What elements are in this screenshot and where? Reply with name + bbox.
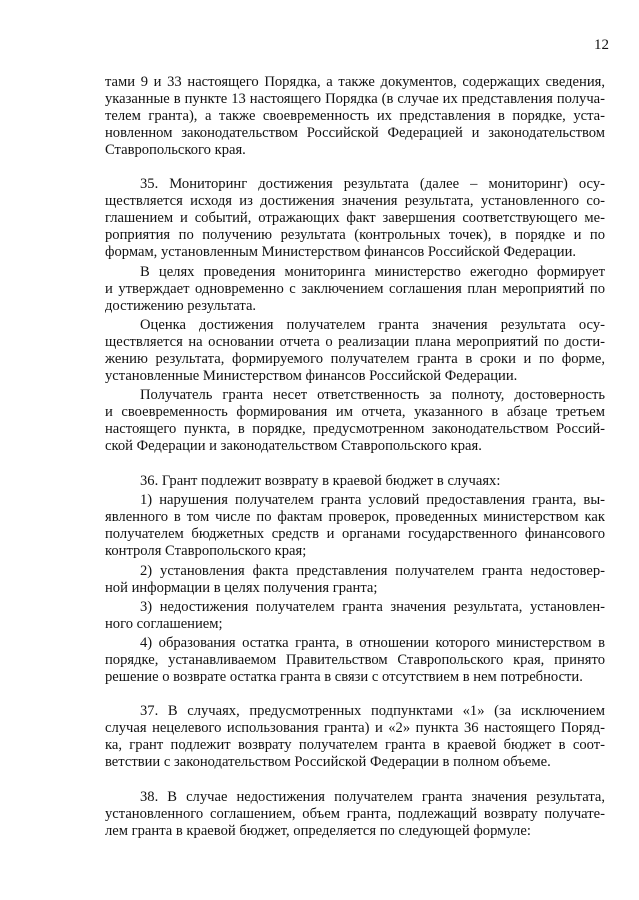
text-line: формам, установленным Министерством финансов Российской Федерации. (105, 244, 577, 260)
text-line: 2) установления факта представления получателем гранта недостовер- (140, 563, 605, 579)
text-line: ного соглашением; (105, 616, 223, 632)
text-line: 37. В случаях, предусмотренных подпунктами «1» (за исключением (140, 703, 605, 719)
text-line: ка, грант подлежит возврату получателем гранта в краевой бюджет в соот- (105, 737, 605, 753)
text-line: ветствии с законодательством Российской Федерации в полном объеме. (105, 754, 551, 770)
text-line: 38. В случае недостижения получателем гранта значения результата, (140, 789, 605, 805)
text-line: ской Федерации и законодательством Ставропольского края. (105, 438, 482, 454)
text-line: Получатель гранта несет ответственность за полноту, достоверность (140, 387, 605, 403)
text-line: установленного соглашением, объем гранта, подлежащий возврату получате- (105, 806, 605, 822)
text-line: установленные Министерством финансов Российской Федерации. (105, 368, 518, 384)
text-line: телем гранта), а также своевременность их представления в порядке, уста- (105, 108, 605, 124)
text-line: В целях проведения мониторинга министерство ежегодно формирует (140, 264, 605, 280)
text-line: глашением и событий, отражающих факт завершения соответствующего ме- (105, 210, 605, 226)
text-line: случая нецелевого использования гранта) и «2» пункта 36 настоящего Поряд- (105, 720, 605, 736)
text-line: 4) образования остатка гранта, в отношении которого министерством в (140, 635, 605, 651)
text-line: порядке, устанавливаемом Правительством Ставропольского края, принято (105, 652, 605, 668)
text-line: новленном законодательством Российской Федерацией и законодательством (105, 125, 605, 141)
text-line: достижению результата. (105, 298, 257, 314)
text-line: Ставропольского края. (105, 142, 246, 158)
text-line: жению результата, формируемого получателем гранта в сроки и по форме, (105, 351, 605, 367)
text-line: явленного в том числе по фактам проверок, проведенных министерством как (105, 509, 605, 525)
page-number: 12 (594, 37, 609, 53)
text-line: ной информации в целях получения гранта; (105, 580, 378, 596)
text-line: роприятия по получению результата (контрольных точек), в порядке и по (105, 227, 605, 243)
text-line: указанные в пункте 13 настоящего Порядка (в случае их представления получа- (105, 91, 605, 107)
text-line: 35. Мониторинг достижения результата (далее – мониторинг) осу- (140, 176, 605, 192)
text-line: тами 9 и 33 настоящего Порядка, а также документов, содержащих сведения, (105, 74, 605, 90)
text-line: решение о возврате остатка гранта в связи с отсутствием в нем потребности. (105, 669, 583, 685)
text-line: 1) нарушения получателем гранта условий предоставления гранта, вы- (140, 492, 605, 508)
text-line: Оценка достижения получателем гранта значения результата осу- (140, 317, 605, 333)
text-line: настоящего пункта, в порядке, предусмотренном законодательством Россий- (105, 421, 605, 437)
text-line: и своевременность формирования им отчета, указанного в абзаце третьем (105, 404, 605, 420)
text-line: 3) недостижения получателем гранта значения результата, установлен- (140, 599, 605, 615)
text-line: ществляется на основании отчета о реализации плана мероприятий по дости- (105, 334, 605, 350)
text-line: контроля Ставропольского края; (105, 543, 307, 559)
text-line: и утверждает одновременно с заключением соглашения план мероприятий по (105, 281, 605, 297)
text-line: лем гранта в краевой бюджет, определяется по следующей формуле: (105, 823, 531, 839)
text-line: 36. Грант подлежит возврату в краевой бюджет в случаях: (140, 473, 501, 489)
text-line: ществляется исходя из достижения значения результата, установленного со- (105, 193, 605, 209)
text-line: получателем бюджетных средств и органами государственного финансового (105, 526, 605, 542)
